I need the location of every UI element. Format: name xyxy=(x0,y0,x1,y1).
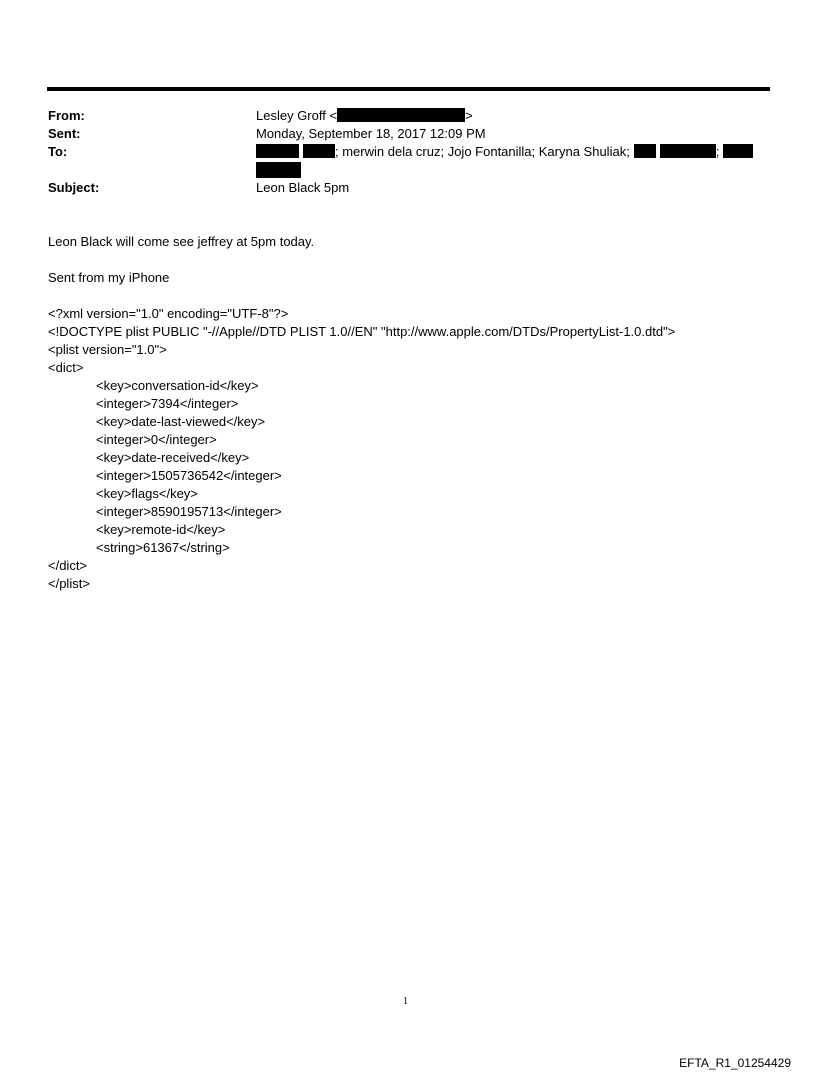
to-value xyxy=(256,144,753,160)
page-number: 1 xyxy=(403,996,408,1007)
plist-line: <key>remote-id</key> xyxy=(96,522,226,537)
sent-label: Sent: xyxy=(48,126,81,141)
plist-line: </plist> xyxy=(48,576,90,591)
from-close: > xyxy=(465,108,473,123)
plist-line: <?xml version="1.0" encoding="UTF-8"?> xyxy=(48,306,289,321)
redaction-bar xyxy=(337,108,465,122)
to-recipients: ; merwin dela cruz; Jojo Fontanilla; Karyna Shuliak; xyxy=(335,144,630,159)
plist-line: <plist version="1.0"> xyxy=(48,342,167,357)
message-body: Leon Black will come see jeffrey at 5pm today. xyxy=(48,234,315,249)
from-name: Lesley Groff < xyxy=(256,108,338,123)
subject-value: Leon Black 5pm xyxy=(256,180,350,195)
from-value xyxy=(256,108,473,124)
header-rule xyxy=(47,87,770,91)
plist-line: <key>conversation-id</key> xyxy=(96,378,259,393)
redaction-bar xyxy=(303,144,335,158)
redaction-bar xyxy=(256,162,301,178)
signature-line: Sent from my iPhone xyxy=(48,270,170,285)
redaction-bar xyxy=(634,144,656,158)
redaction-bar xyxy=(660,144,716,158)
plist-line: <integer>1505736542</integer> xyxy=(96,468,282,483)
to-separator: ; xyxy=(715,144,720,159)
redaction-bar xyxy=(723,144,753,158)
plist-line: <key>date-received</key> xyxy=(96,450,250,465)
plist-line: <key>flags</key> xyxy=(96,486,198,501)
sent-value: Monday, September 18, 2017 12:09 PM xyxy=(256,126,486,141)
plist-line: <integer>8590195713</integer> xyxy=(96,504,282,519)
redaction-bar xyxy=(256,144,299,158)
subject-label: Subject: xyxy=(48,180,100,195)
plist-line: <integer>7394</integer> xyxy=(96,396,239,411)
plist-line: <integer>0</integer> xyxy=(96,432,217,447)
plist-line: <key>date-last-viewed</key> xyxy=(96,414,266,429)
plist-line: <!DOCTYPE plist PUBLIC "-//Apple//DTD PLIST 1.0//EN" "http://www.apple.com/DTDs/PropertyList-1.0.dtd"> xyxy=(48,324,676,339)
from-label: From: xyxy=(48,108,85,123)
document-id: EFTA_R1_01254429 xyxy=(679,1056,791,1070)
to-label: To: xyxy=(48,144,68,159)
plist-line: <dict> xyxy=(48,360,84,375)
plist-line: </dict> xyxy=(48,558,88,573)
plist-content xyxy=(48,287,675,611)
plist-line: <string>61367</string> xyxy=(96,540,230,555)
